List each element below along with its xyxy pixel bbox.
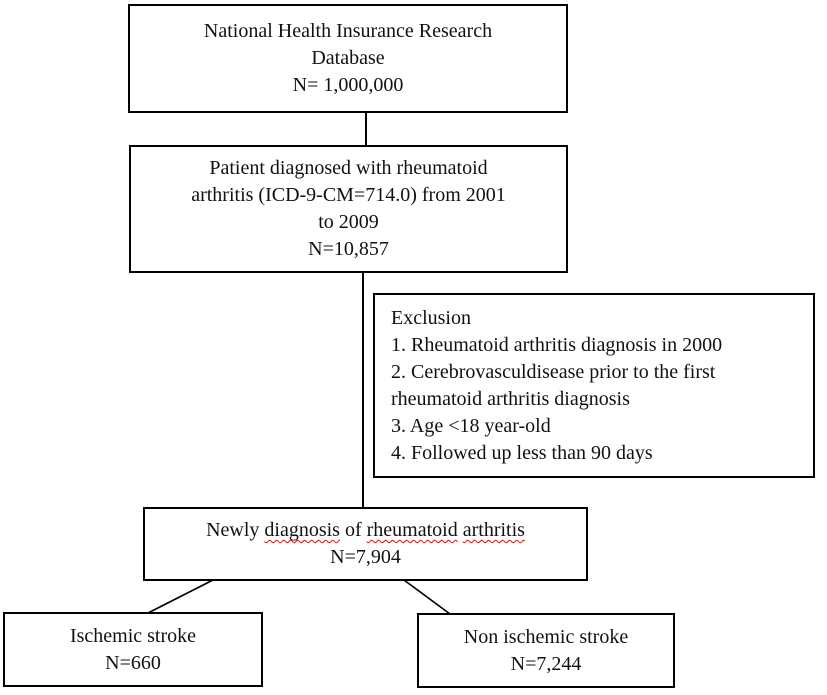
diagnosis-word-spellcheck: diagnosis: [264, 519, 340, 541]
database-text-line2: Database: [311, 47, 385, 69]
box-database: [128, 4, 568, 113]
newly-n-count: N=7,904: [330, 546, 401, 568]
box-ischemic-stroke: [3, 612, 263, 687]
exclusion-item-4: 4. Followed up less than 90 days: [391, 442, 653, 464]
exclusion-item-3: 3. Age <18 year-old: [391, 415, 551, 437]
ra-text-line3: to 2009: [318, 211, 379, 233]
exclusion-item-1: 1. Rheumatoid arthritis diagnosis in 2000: [391, 334, 723, 356]
ra-n-count: N=10,857: [308, 238, 389, 260]
box-newly-diagnosis: [143, 507, 588, 581]
non-ischemic-n-count: N=7,244: [510, 652, 582, 675]
box-ra-diagnosed: [129, 145, 568, 273]
ra-text-line2: arthritis (ICD-9-CM=714.0) from 2001: [191, 184, 506, 206]
box-non-ischemic-stroke: [417, 613, 675, 688]
exclusion-item-2-line1: 2. Cerebrovasculdisease prior to the first: [391, 361, 716, 383]
rheumatoid-word-spellcheck: rheumatoid: [366, 519, 458, 541]
ischemic-text: Ischemic stroke: [69, 624, 197, 647]
exclusion-item-2-line2: rheumatoid arthritis diagnosis: [391, 388, 630, 410]
database-text-line1: National Health Insurance Research: [203, 20, 493, 42]
ischemic-n-count: N=660: [105, 651, 161, 674]
box-exclusion: [373, 293, 815, 478]
exclusion-title: Exclusion: [391, 307, 471, 329]
newly-word: Newly: [206, 519, 260, 541]
non-ischemic-text: Non ischemic stroke: [463, 625, 629, 648]
of-word: of: [344, 519, 362, 541]
database-n-count: N= 1,000,000: [292, 74, 404, 96]
connector-newly-to-ischemic: [148, 580, 213, 613]
ra-text-line1: Patient diagnosed with rheumatoid: [209, 157, 488, 179]
newly-diagnosis-text: [145, 517, 586, 544]
arthritis-word-spellcheck: arthritis: [462, 519, 525, 541]
connector-newly-to-non-ischemic: [404, 580, 450, 614]
